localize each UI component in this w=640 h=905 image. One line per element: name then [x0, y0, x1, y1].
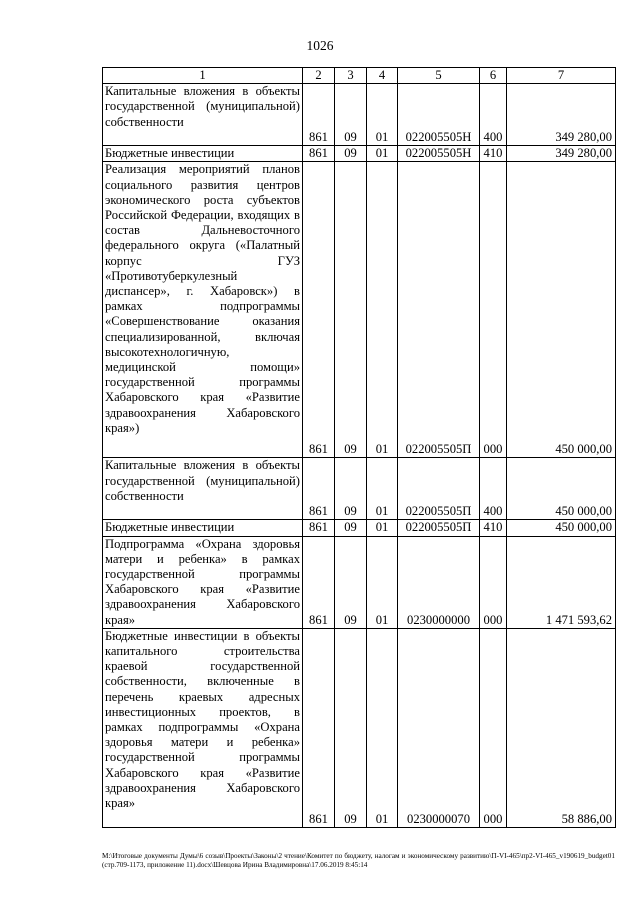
row-admin-code: 861: [303, 628, 335, 827]
row-admin-code: 861: [303, 84, 335, 146]
table-row: [103, 536, 616, 628]
row-target-code: 022005505Н: [398, 146, 480, 162]
row-name: Бюджетные инвестиции: [103, 146, 303, 162]
row-name: Бюджетные инвестиции в объекты капитального строительства краевой государственной собственности, включенные в перечень краевых адресных инвестиционных проектов, в рамках подпрограммы «Охрана здоровья матери и ребенка» государственной программы Хабаровского края «Развитие здравоохранения Хабаровского края»: [103, 628, 303, 827]
document-file-path-footer: M:\Итоговые документы Думы\6 созыв\Проекты\Законы\2 чтение\Комитет по бюджету, налогам и экономическому развитию\П-VI-465\пр2-VI-465_v190619_budget01 (стр.709-1173, приложение 11).docx\Шевцова Ирина Владимировна\17.06.2019 8:45:14: [102, 852, 615, 869]
row-expense-type: 000: [480, 162, 507, 458]
column-header: 2: [303, 68, 335, 84]
row-amount: 349 280,00: [507, 84, 616, 146]
row-admin-code: 861: [303, 458, 335, 520]
column-header: 1: [103, 68, 303, 84]
column-header: 5: [398, 68, 480, 84]
column-header: 4: [367, 68, 398, 84]
table-row: [103, 628, 616, 827]
row-section: 09: [335, 84, 367, 146]
row-name: Подпрограмма «Охрана здоровья матери и ребенка» в рамках государственной программы Хабаровского края «Развитие здравоохранения Хабаровского края»: [103, 536, 303, 628]
row-subsection: 01: [367, 84, 398, 146]
table-row: [103, 162, 616, 458]
row-subsection: 01: [367, 162, 398, 458]
row-expense-type: 410: [480, 146, 507, 162]
row-expense-type: 400: [480, 458, 507, 520]
table-row: [103, 458, 616, 520]
table-row: [103, 84, 616, 146]
row-target-code: 022005505П: [398, 520, 480, 536]
row-target-code: 0230000000: [398, 536, 480, 628]
row-amount: 1 471 593,62: [507, 536, 616, 628]
row-expense-type: 000: [480, 536, 507, 628]
table-row: [103, 146, 616, 162]
row-target-code: 022005505Н: [398, 84, 480, 146]
row-subsection: 01: [367, 520, 398, 536]
row-amount: 450 000,00: [507, 162, 616, 458]
row-amount: 349 280,00: [507, 146, 616, 162]
row-expense-type: 410: [480, 520, 507, 536]
row-admin-code: 861: [303, 520, 335, 536]
row-expense-type: 400: [480, 84, 507, 146]
row-target-code: 022005505П: [398, 162, 480, 458]
row-subsection: 01: [367, 458, 398, 520]
row-section: 09: [335, 146, 367, 162]
row-subsection: 01: [367, 536, 398, 628]
row-section: 09: [335, 162, 367, 458]
row-name: Бюджетные инвестиции: [103, 520, 303, 536]
row-subsection: 01: [367, 146, 398, 162]
row-section: 09: [335, 628, 367, 827]
table-row: [103, 520, 616, 536]
column-header: 3: [335, 68, 367, 84]
row-section: 09: [335, 536, 367, 628]
row-name: Капитальные вложения в объекты государственной (муниципальной) собственности: [103, 458, 303, 520]
row-name: Реализация мероприятий планов социального развития центров экономического роста субъектов Российской Федерации, входящих в состав Дальневосточного федерального округа («Палатный корпус ГУЗ «Противотуберкулезный диспансер», г. Хабаровск») в рамках подпрограммы «Совершенствование оказания специализированной, включая высокотехнологичную, медицинской помощи» государственной программы Хабаровского края «Развитие здравоохранения Хабаровского края»): [103, 162, 303, 458]
row-amount: 450 000,00: [507, 458, 616, 520]
row-amount: 450 000,00: [507, 520, 616, 536]
row-name: Капитальные вложения в объекты государственной (муниципальной) собственности: [103, 84, 303, 146]
row-admin-code: 861: [303, 536, 335, 628]
column-header: 6: [480, 68, 507, 84]
budget-table: [102, 67, 616, 828]
row-target-code: 022005505П: [398, 458, 480, 520]
row-admin-code: 861: [303, 162, 335, 458]
row-subsection: 01: [367, 628, 398, 827]
page-number: 1026: [306, 38, 334, 53]
row-expense-type: 000: [480, 628, 507, 827]
row-section: 09: [335, 520, 367, 536]
table-header-row: [103, 68, 616, 84]
column-header: 7: [507, 68, 616, 84]
row-admin-code: 861: [303, 146, 335, 162]
row-amount: 58 886,00: [507, 628, 616, 827]
row-target-code: 0230000070: [398, 628, 480, 827]
row-section: 09: [335, 458, 367, 520]
